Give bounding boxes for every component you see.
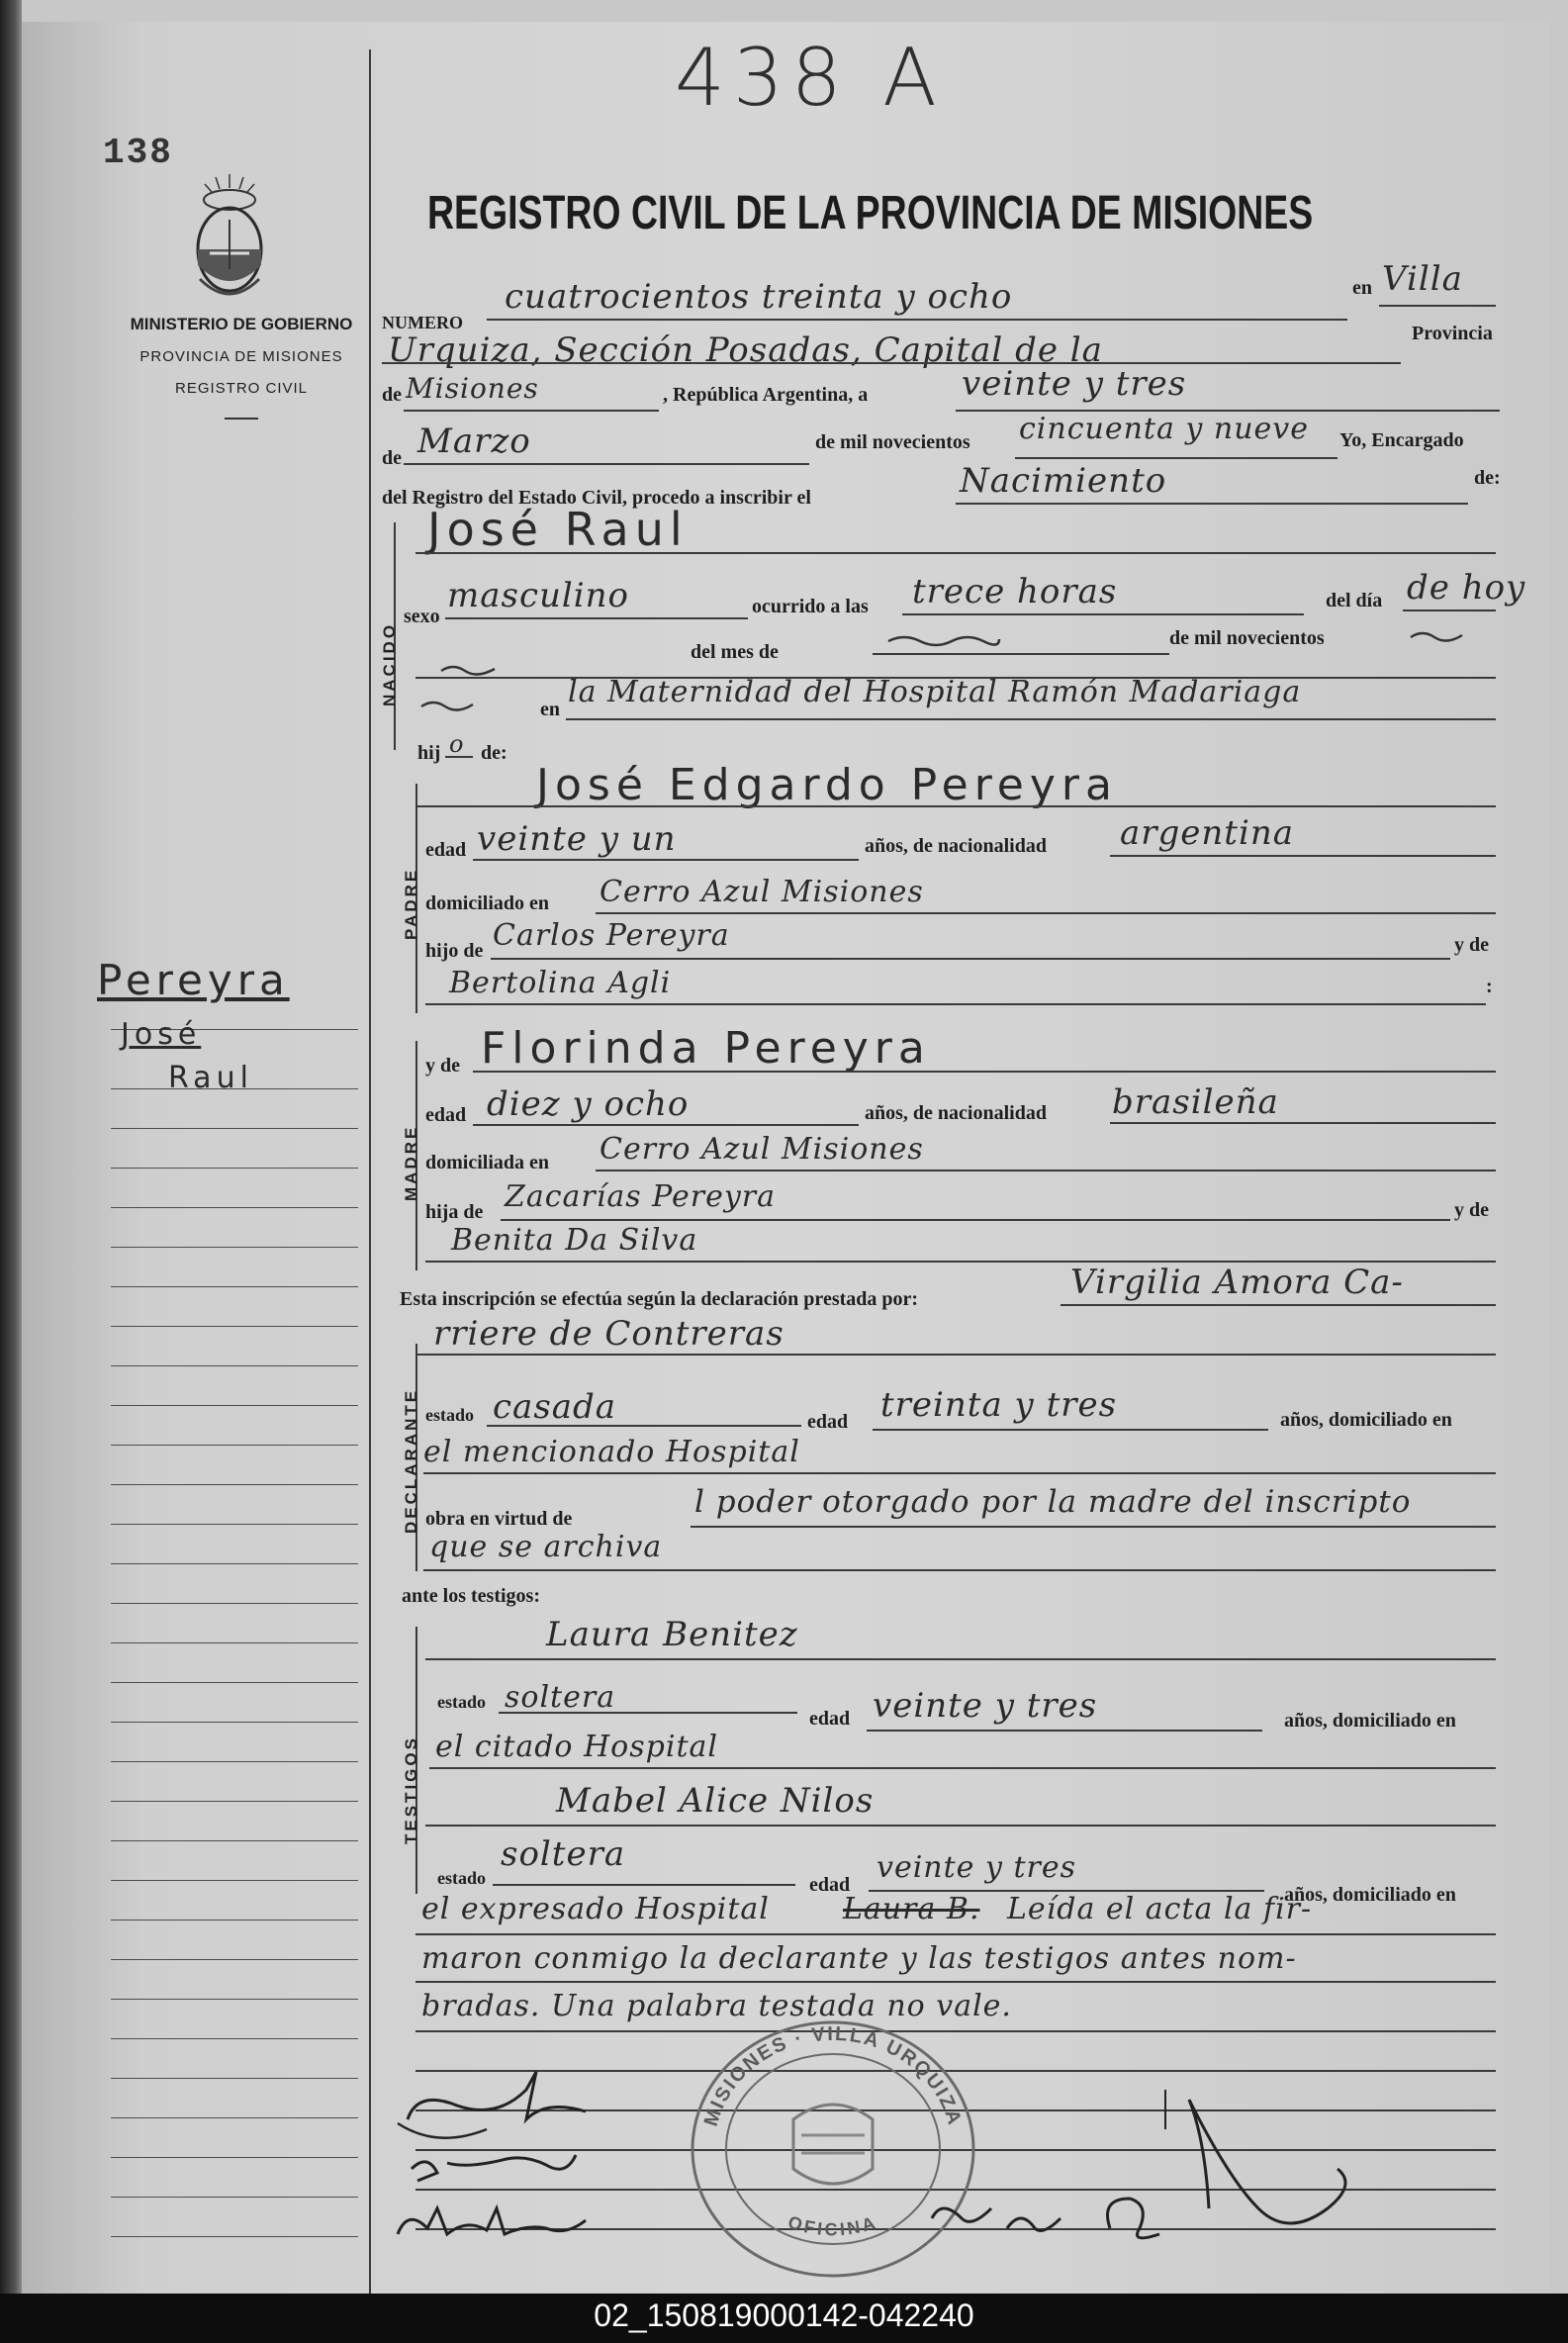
- declarante-obra-rule-1: [691, 1526, 1496, 1528]
- place-value: Urquiza, Sección Posadas, Capital de la: [388, 330, 1103, 370]
- corner-handwritten-number: 438 A: [675, 32, 945, 124]
- madre-edad-value: diez y ocho: [487, 1084, 690, 1124]
- margin-line: [111, 1168, 358, 1169]
- declarante-intro-label: Esta inscripción se efectúa según la declaración prestada por:: [400, 1288, 919, 1310]
- year-dash-mark: [1407, 625, 1466, 645]
- madre-y-de-label: y de: [1454, 1199, 1489, 1221]
- testigo-2-name: Mabel Alice Nilos: [556, 1781, 875, 1821]
- stamp-ring-top: MISIONES · VILLA URQUIZA: [699, 2022, 967, 2129]
- nacido-place-value: la Maternidad del Hospital Ramón Madariaga: [568, 675, 1302, 709]
- testigos-ante-label: ante los testigos:: [402, 1585, 540, 1607]
- madre-domicilio-rule: [596, 1170, 1496, 1172]
- act-type-value: Nacimiento: [960, 461, 1167, 501]
- numero-value: cuatrocientos treinta y ocho: [505, 277, 1013, 317]
- registro-label: del Registro del Estado Civil, procedo a inscribir el: [382, 487, 811, 509]
- de-end-label: de:: [1474, 467, 1501, 489]
- declarante-estado-label: estado: [425, 1405, 474, 1425]
- testigo-2-estado-rule: [493, 1884, 795, 1886]
- padre-edad-value: veinte y un: [477, 819, 677, 859]
- testigo-2-edad-label: edad: [809, 1874, 851, 1896]
- madre-nacionalidad-value: brasileña: [1112, 1082, 1279, 1122]
- mes-rule: [873, 653, 1169, 655]
- mil-label-2: de mil novecientos: [1169, 627, 1325, 649]
- sexo-value: masculino: [447, 576, 630, 615]
- declarante-anos-label: años, domiciliado en: [1280, 1409, 1452, 1431]
- province-label: PROVINCIA DE MISIONES: [139, 348, 343, 365]
- margin-name-2: Raul: [168, 1061, 253, 1095]
- margin-line: [111, 1524, 358, 1525]
- sexo-label: sexo: [404, 606, 440, 627]
- padre-label: PADRE: [402, 867, 420, 940]
- margin-surname: Pereyra: [97, 956, 290, 1004]
- padre-mother-value: Bertolina Agli: [449, 966, 672, 1000]
- declarante-name-value-2: rriere de Contreras: [433, 1314, 784, 1354]
- en-rule: [1379, 305, 1496, 307]
- padre-nacionalidad-value: argentina: [1120, 813, 1295, 853]
- province-value: Misiones: [406, 372, 539, 405]
- ministry-label: MINISTERIO DE GOBIERNO: [130, 315, 353, 333]
- margin-line: [111, 1722, 358, 1723]
- declarante-label: DECLARANTE: [402, 1387, 420, 1534]
- declarante-edad-rule: [873, 1429, 1268, 1431]
- dia-value: de hoy: [1407, 568, 1526, 608]
- padre-edad-rule: [473, 859, 859, 861]
- act-type-rule: [956, 503, 1468, 505]
- margin-line: [111, 1840, 358, 1841]
- numero-rule: [487, 319, 1347, 321]
- hijo-rule: [445, 756, 473, 758]
- declarante-name-rule-1: [1061, 1304, 1496, 1306]
- de-label: de: [382, 384, 402, 406]
- testigo-2-name-rule: [425, 1825, 1496, 1827]
- testigo-2-domicilio-value: el expresado Hospital: [421, 1892, 770, 1926]
- margin-line: [111, 1484, 358, 1485]
- madre-edad-label: edad: [425, 1104, 467, 1126]
- closing-rule-1: [415, 1933, 1496, 1935]
- margin-line: [111, 2038, 358, 2039]
- stamp-ring-bottom: OFICINA: [785, 2211, 880, 2240]
- de-label-2: de: [382, 447, 402, 469]
- margin-line: [111, 1642, 358, 1643]
- margin-line: [111, 1880, 358, 1881]
- madre-name-value: Florinda Pereyra: [481, 1023, 931, 1074]
- row-dash-mark: [437, 659, 507, 679]
- padre-domicilio-label: domiciliado en: [425, 892, 550, 914]
- dia-rule: [1403, 609, 1496, 611]
- testigo-1-edad-value: veinte y tres: [873, 1686, 1098, 1726]
- mes-dash-mark: [884, 627, 1003, 651]
- margin-line: [111, 2117, 358, 2118]
- madre-domicilio-label: domiciliada en: [425, 1152, 550, 1173]
- numero-label: NUMERO: [382, 313, 463, 332]
- page-number: 138: [103, 133, 173, 173]
- mes-label: del mes de: [691, 641, 779, 663]
- testigo-1-domicilio-rule: [429, 1767, 1496, 1769]
- margin-line: [111, 1286, 358, 1287]
- padre-end-mark: :: [1486, 976, 1493, 997]
- testigo-2-estado-value: soltera: [501, 1834, 626, 1874]
- testigo-1-estado-label: estado: [437, 1692, 486, 1712]
- margin-line: [111, 1801, 358, 1802]
- testigo-2-edad-value: veinte y tres: [876, 1850, 1076, 1885]
- testigo-2-anos-label: años, domiciliado en: [1284, 1884, 1456, 1906]
- republica-label: , República Argentina, a: [663, 384, 869, 406]
- province-rule: [404, 410, 659, 412]
- margin-line: [111, 1563, 358, 1564]
- hijo-label: hij: [417, 742, 441, 764]
- declarante-edad-value: treinta y tres: [880, 1385, 1118, 1425]
- month-rule: [404, 463, 809, 465]
- sexo-rule: [445, 617, 748, 619]
- padre-name-value: José Edgardo Pereyra: [536, 760, 1118, 810]
- en-label-2: en: [540, 699, 560, 720]
- image-id-label: 02_150819000142-042240: [594, 2297, 974, 2333]
- nacido-label: NACIDO: [380, 621, 399, 706]
- margin-line: [111, 2197, 358, 2198]
- madre-anos-label: años, de nacionalidad: [865, 1102, 1047, 1124]
- padre-nacionalidad-rule: [1110, 855, 1496, 857]
- margin-name-1: José: [121, 1017, 202, 1052]
- dia-label: del día: [1326, 590, 1383, 611]
- yo-label: Yo, Encargado: [1339, 429, 1464, 451]
- margin-line: [111, 1326, 358, 1327]
- madre-domicilio-value: Cerro Azul Misiones: [600, 1132, 924, 1167]
- testigo-1-domicilio-value: el citado Hospital: [435, 1730, 718, 1764]
- closing-line-2: maron conmigo la declarante y las testigos antes nom-: [421, 1941, 1297, 1976]
- closing-line-1: Leída el acta la fir-: [1007, 1892, 1313, 1926]
- office-label: REGISTRO CIVIL: [174, 380, 309, 397]
- page-title: REGISTRO CIVIL DE LA PROVINCIA DE MISIONES: [427, 187, 1314, 239]
- declarante-obra-value-2: que se archiva: [429, 1530, 663, 1564]
- nacido-place-rule: [566, 718, 1496, 720]
- padre-father-rule: [491, 958, 1450, 960]
- madre-y-de-prefix: y de: [425, 1055, 460, 1077]
- padre-father-value: Carlos Pereyra: [493, 918, 730, 953]
- en-value: Villa: [1382, 259, 1463, 299]
- madre-father-rule: [501, 1219, 1450, 1221]
- declarante-estado-value: casada: [493, 1387, 617, 1427]
- declarante-estado-rule: [487, 1425, 801, 1427]
- coat-of-arms-emblem: [180, 170, 279, 309]
- testigo-2-estado-label: estado: [437, 1868, 486, 1888]
- madre-nacionalidad-rule: [1110, 1122, 1496, 1124]
- closing-rule-2: [415, 1981, 1496, 1983]
- declarante-obra-value-1: l poder otorgado por la madre del inscripto: [694, 1484, 1412, 1520]
- year-value: cincuenta y nueve: [1019, 412, 1309, 446]
- margin-line: [111, 1128, 358, 1129]
- madre-mother-value: Benita Da Silva: [451, 1223, 698, 1258]
- padre-hijo-label: hijo de: [425, 940, 484, 962]
- declarante-obra-label: obra en virtud de: [425, 1508, 573, 1530]
- margin-line: [111, 1682, 358, 1683]
- testigo-1-name: Laura Benitez: [546, 1615, 798, 1654]
- provincia-label: Provincia: [1412, 323, 1493, 344]
- testigos-label: TESTIGOS: [402, 1735, 420, 1844]
- nacido-name-rule: [415, 552, 1496, 554]
- witness-signatures: [378, 2060, 675, 2278]
- declarante-edad-label: edad: [807, 1411, 849, 1433]
- padre-domicilio-rule: [596, 912, 1496, 914]
- margin-line: [111, 1405, 358, 1406]
- struck-word: Laura B.: [843, 1892, 980, 1926]
- padre-mother-rule: [425, 1003, 1486, 1005]
- mil-label: de mil novecientos: [815, 431, 970, 453]
- declarante-domicilio-rule: [423, 1472, 1496, 1474]
- book-binding: [0, 0, 22, 2294]
- madre-name-rule: [473, 1071, 1496, 1073]
- madre-father-value: Zacarías Pereyra: [505, 1179, 777, 1214]
- testigo-1-estado-rule: [499, 1712, 797, 1714]
- year-rule: [1015, 457, 1337, 459]
- nacido-name-value: José Raul: [427, 503, 689, 556]
- margin-line: [111, 1920, 358, 1921]
- margin-line: [111, 1761, 358, 1762]
- margin-line: [111, 1603, 358, 1604]
- margin-line: [111, 2078, 358, 2079]
- place-rule: [382, 362, 1401, 364]
- ocurrido-label: ocurrido a las: [752, 596, 869, 617]
- padre-edad-label: edad: [425, 839, 467, 861]
- margin-line: [111, 1959, 358, 1960]
- declarante-name-rule-2: [415, 1354, 1496, 1356]
- testigo-1-estado-value: soltera: [505, 1680, 616, 1715]
- hora-rule: [902, 613, 1304, 615]
- margin-line: [111, 1365, 358, 1366]
- officer-signature: [912, 2060, 1377, 2278]
- padre-name-rule: [415, 805, 1496, 807]
- margin-line: [111, 2157, 358, 2158]
- padre-anos-label: años, de nacionalidad: [865, 835, 1047, 857]
- hijo-de-label: de:: [481, 742, 507, 764]
- padre-domicilio-value: Cerro Azul Misiones: [600, 875, 924, 909]
- margin-line: [111, 1207, 358, 1208]
- day-value: veinte y tres: [962, 364, 1187, 404]
- hora-value: trece horas: [912, 572, 1118, 611]
- month-value: Marzo: [417, 422, 531, 461]
- testigo-1-anos-label: años, domiciliado en: [1284, 1710, 1456, 1732]
- margin-column-rule: [369, 49, 371, 2294]
- margin-line: [111, 1247, 358, 1248]
- declarante-name-value-1: Virgilia Amora Ca-: [1070, 1263, 1404, 1302]
- margin-line: [111, 1445, 358, 1446]
- declarante-obra-rule-2: [423, 1569, 1496, 1571]
- madre-hija-label: hija de: [425, 1201, 484, 1223]
- hijo-suffix: o: [449, 730, 465, 758]
- ministry-divider: [225, 418, 258, 420]
- svg-text:OFICINA: [785, 2212, 880, 2240]
- testigo-1-edad-label: edad: [809, 1708, 851, 1730]
- madre-label: MADRE: [402, 1124, 420, 1201]
- testigo-1-edad-rule: [867, 1730, 1262, 1732]
- margin-line: [111, 2236, 358, 2237]
- padre-y-de-label: y de: [1454, 934, 1489, 956]
- en-label: en: [1352, 277, 1372, 299]
- closing-line-3: bradas. Una palabra testada no vale.: [421, 1989, 1012, 2023]
- madre-edad-rule: [473, 1124, 859, 1126]
- register-page: [22, 22, 1550, 2294]
- row-dash-mark-2: [417, 695, 477, 714]
- testigo-1-name-rule: [425, 1658, 1496, 1660]
- declarante-domicilio-value: el mencionado Hospital: [423, 1435, 800, 1469]
- margin-line: [111, 1999, 358, 2000]
